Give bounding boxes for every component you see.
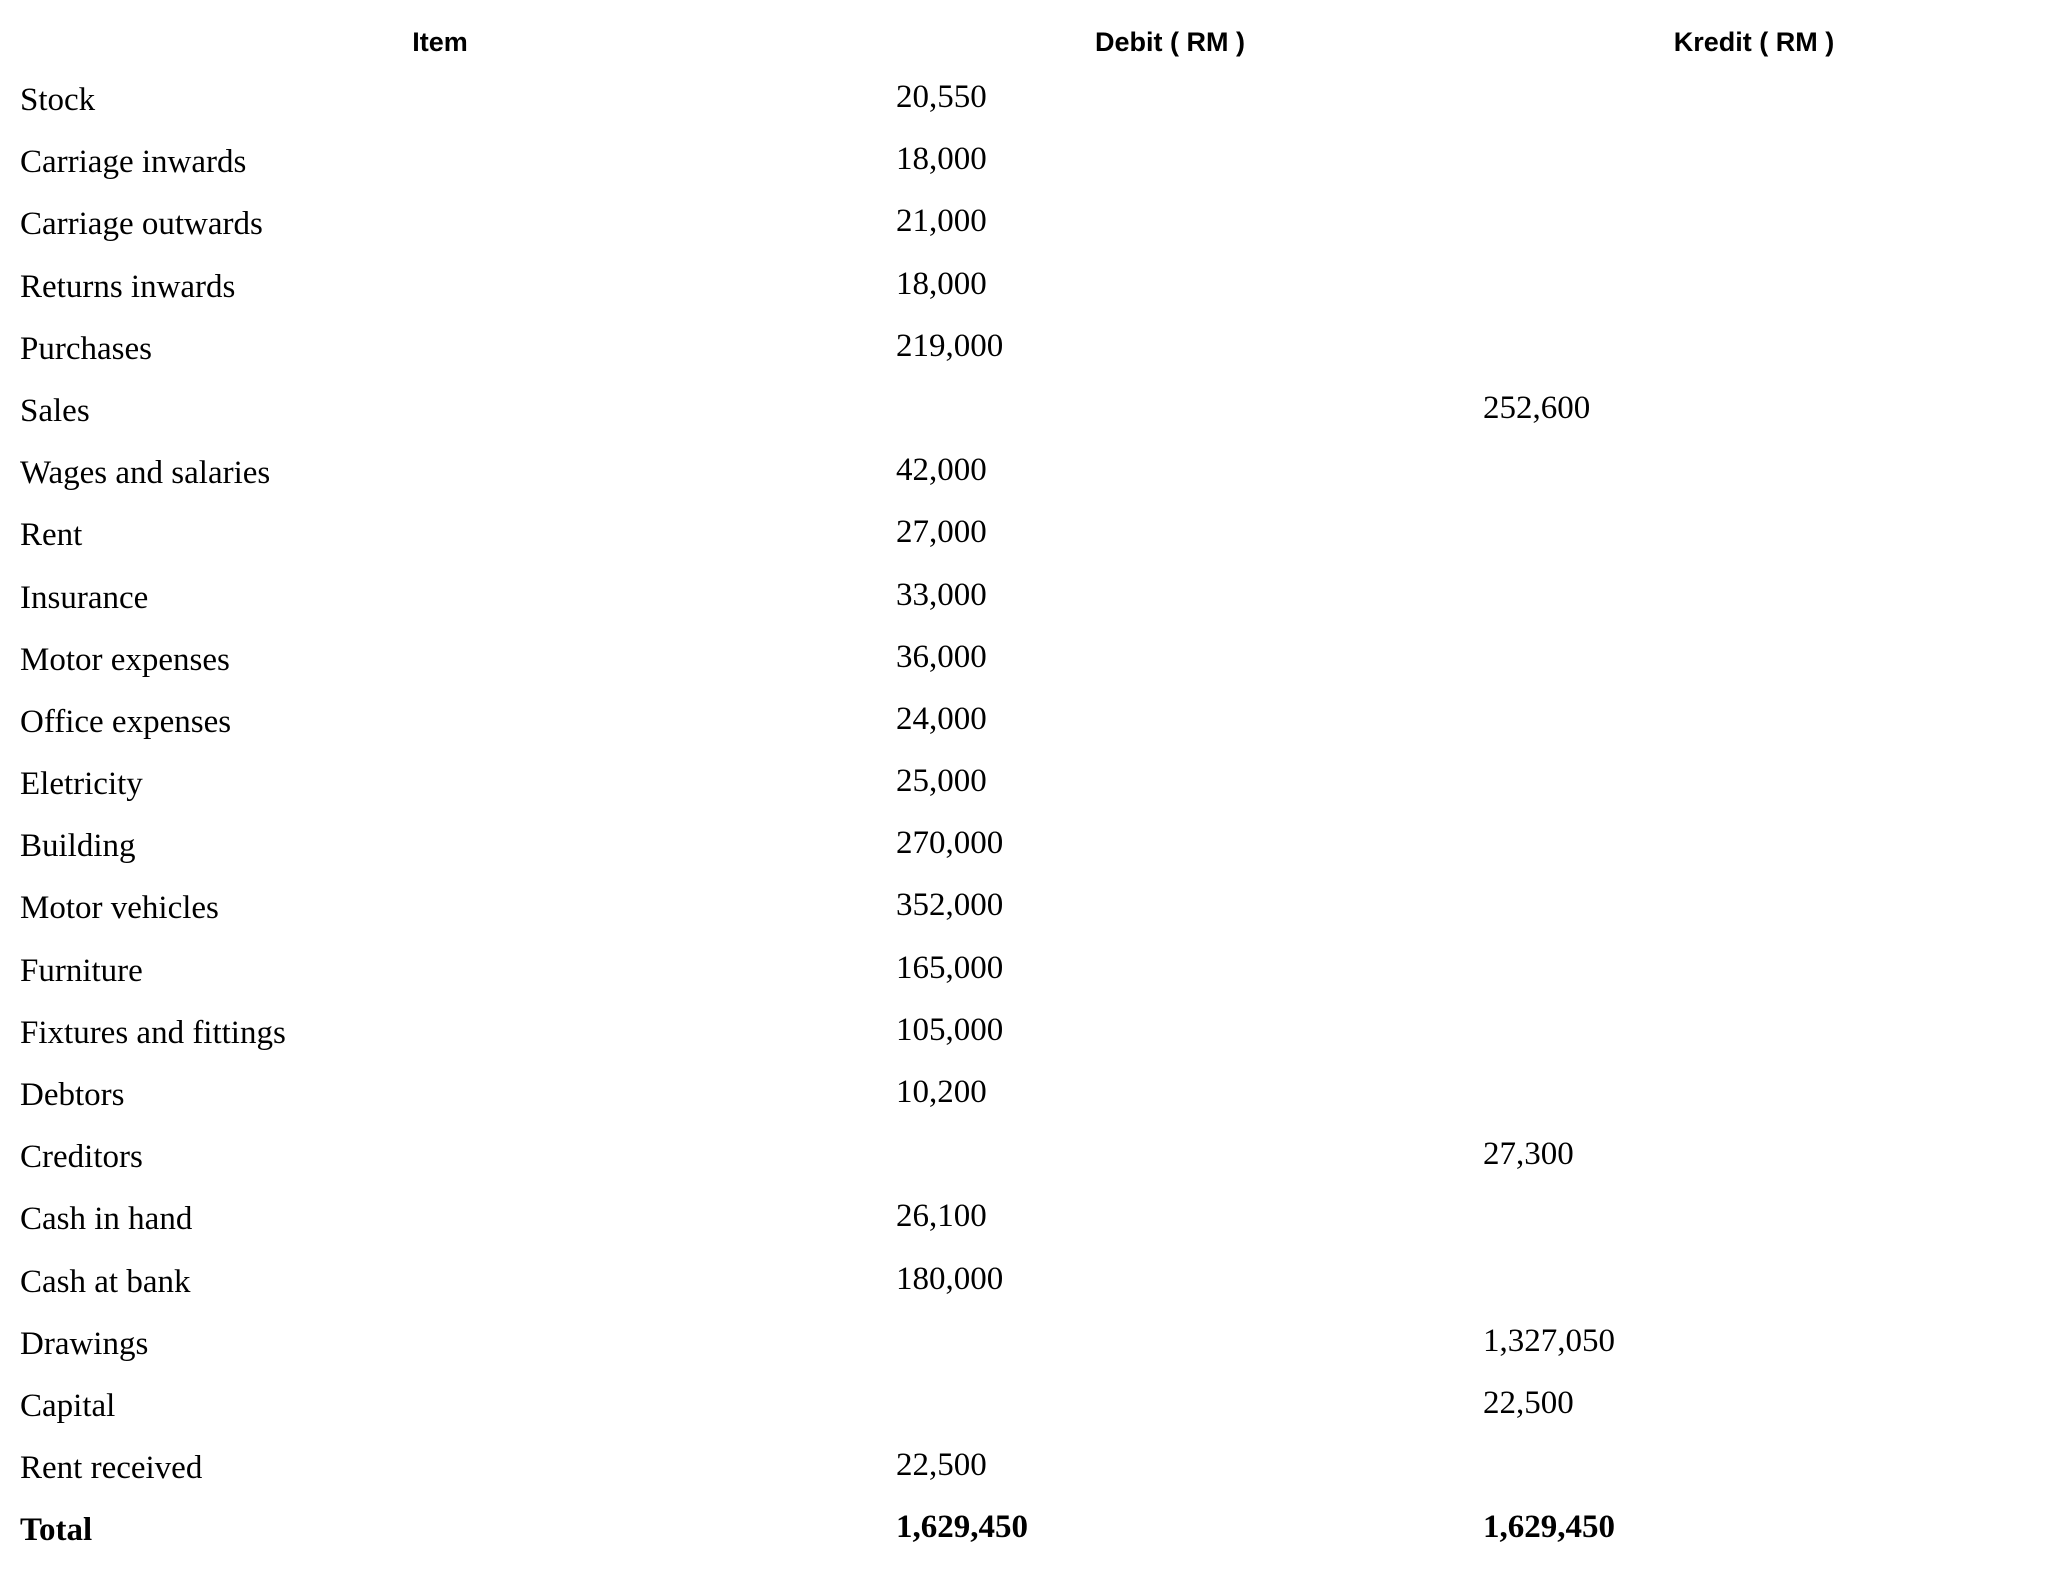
kredit-cell: 1,327,050 bbox=[1483, 1322, 1615, 1359]
total-debit: 1,629,450 bbox=[896, 1509, 1028, 1546]
table-row bbox=[0, 1199, 2048, 1261]
table-row bbox=[0, 1262, 2048, 1324]
kredit-cell: 22,500 bbox=[1483, 1384, 1574, 1421]
item-cell: Returns inwards bbox=[20, 268, 236, 305]
debit-cell: 33,000 bbox=[896, 576, 987, 613]
debit-cell: 10,200 bbox=[896, 1074, 987, 1110]
total-kredit: 1,629,450 bbox=[1483, 1509, 1615, 1546]
table-row bbox=[0, 80, 2048, 142]
item-cell: Building bbox=[20, 828, 136, 865]
item-cell: Motor vehicles bbox=[20, 890, 219, 927]
total-label: Total bbox=[20, 1512, 93, 1549]
debit-cell: 165,000 bbox=[896, 949, 1004, 986]
table-row bbox=[0, 764, 2048, 826]
debit-cell: 352,000 bbox=[896, 887, 1004, 924]
table-row bbox=[0, 640, 2048, 702]
debit-cell: 105,000 bbox=[896, 1011, 1004, 1048]
table-row bbox=[0, 888, 2048, 950]
debit-cell: 36,000 bbox=[896, 638, 987, 675]
debit-cell: 180,000 bbox=[896, 1260, 1004, 1297]
debit-cell: 219,000 bbox=[896, 327, 1004, 364]
table-row bbox=[0, 142, 2048, 204]
header-item: Item bbox=[412, 27, 468, 57]
item-cell: Stock bbox=[20, 82, 96, 118]
item-cell: Drawings bbox=[20, 1325, 149, 1362]
item-cell: Fixtures and fittings bbox=[20, 1014, 286, 1051]
debit-cell: 22,500 bbox=[896, 1447, 987, 1484]
debit-cell: 18,000 bbox=[896, 141, 987, 178]
item-cell: Carriage outwards bbox=[20, 206, 263, 243]
debit-cell: 24,000 bbox=[896, 700, 987, 737]
kredit-cell: 252,600 bbox=[1483, 389, 1591, 426]
table-row bbox=[0, 702, 2048, 764]
table-row bbox=[0, 329, 2048, 391]
item-cell: Wages and salaries bbox=[20, 455, 271, 492]
table-row bbox=[0, 578, 2048, 640]
table-row bbox=[0, 515, 2048, 577]
debit-cell: 18,000 bbox=[896, 265, 987, 302]
item-cell: Furniture bbox=[20, 952, 143, 989]
debit-cell: 42,000 bbox=[896, 452, 987, 489]
item-cell: Eletricity bbox=[20, 766, 143, 803]
table-row bbox=[0, 1386, 2048, 1448]
table-row bbox=[0, 1013, 2048, 1075]
item-cell: Cash in hand bbox=[20, 1201, 193, 1238]
table-row bbox=[0, 453, 2048, 515]
item-cell: Rent received bbox=[20, 1450, 203, 1487]
debit-cell: 25,000 bbox=[896, 763, 987, 800]
kredit-cell: 27,300 bbox=[1483, 1136, 1574, 1173]
item-cell: Insurance bbox=[20, 579, 149, 616]
debit-cell: 21,000 bbox=[896, 203, 987, 240]
table-row bbox=[0, 1324, 2048, 1386]
item-cell: Debtors bbox=[20, 1077, 125, 1113]
table-row bbox=[0, 826, 2048, 888]
table-row bbox=[0, 267, 2048, 329]
item-cell: Creditors bbox=[20, 1139, 143, 1176]
debit-cell: 26,100 bbox=[896, 1198, 987, 1235]
item-cell: Cash at bank bbox=[20, 1263, 191, 1300]
item-cell: Rent bbox=[20, 517, 83, 554]
total-row bbox=[0, 1510, 2048, 1572]
table-row bbox=[0, 204, 2048, 266]
item-cell: Sales bbox=[20, 392, 90, 429]
header-kredit: Kredit ( RM ) bbox=[1673, 27, 1835, 57]
table-header bbox=[0, 22, 2048, 62]
item-cell: Motor expenses bbox=[20, 641, 230, 678]
table-row bbox=[0, 391, 2048, 453]
table-row bbox=[0, 1137, 2048, 1199]
table-row bbox=[0, 1075, 2048, 1137]
item-cell: Purchases bbox=[20, 330, 152, 367]
debit-cell: 270,000 bbox=[896, 825, 1004, 862]
debit-cell: 27,000 bbox=[896, 514, 987, 551]
table-body bbox=[0, 80, 2048, 1573]
item-cell: Carriage inwards bbox=[20, 144, 247, 181]
table-row bbox=[0, 1448, 2048, 1510]
table-row bbox=[0, 951, 2048, 1013]
item-cell: Office expenses bbox=[20, 703, 232, 740]
item-cell: Capital bbox=[20, 1387, 116, 1424]
debit-cell: 20,550 bbox=[896, 79, 987, 115]
header-debit: Debit ( RM ) bbox=[1095, 27, 1245, 57]
